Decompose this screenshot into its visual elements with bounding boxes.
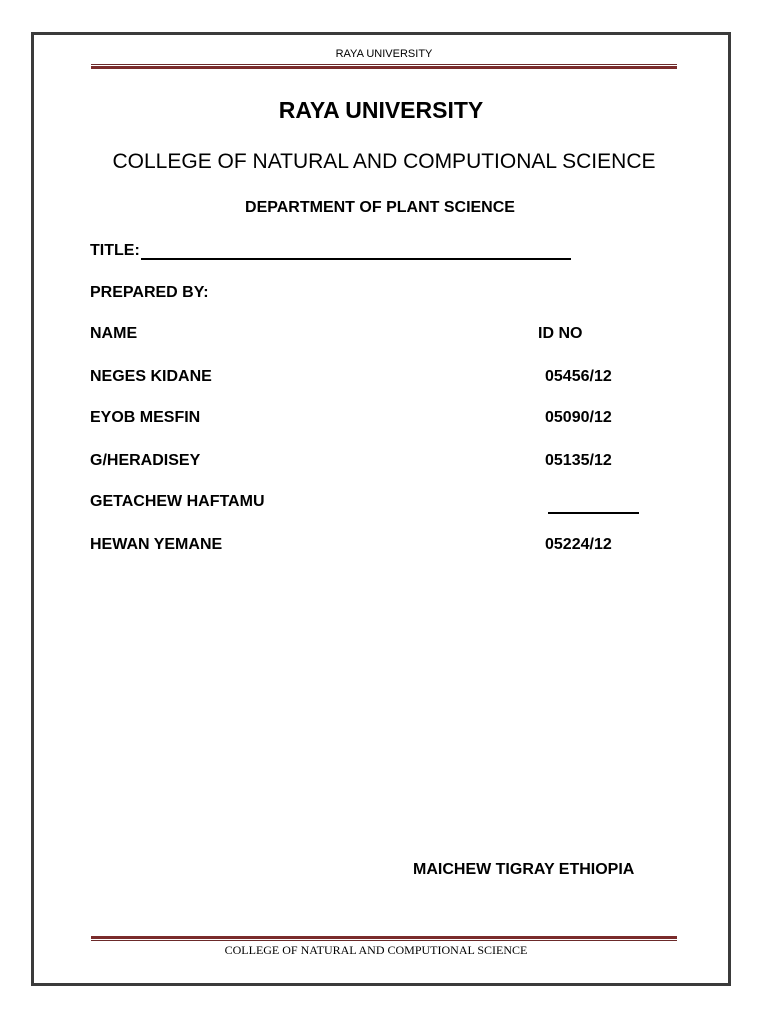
member-name: NEGES KIDANE	[90, 368, 212, 385]
member-name: HEWAN YEMANE	[90, 536, 223, 553]
footer-rule	[91, 936, 677, 941]
university-name: RAYA UNIVERSITY	[278, 97, 484, 123]
location-text: MAICHEW TIGRAY ETHIOPIA	[413, 861, 635, 878]
name-column-header: NAME	[90, 325, 138, 342]
header-rule	[91, 64, 677, 69]
college-name: COLLEGE OF NATURAL AND COMPUTIONAL SCIENCE	[112, 150, 656, 173]
title-label: TITLE:	[90, 242, 140, 259]
department-name: DEPARTMENT OF PLANT SCIENCE	[245, 199, 515, 216]
member-id: 05135/12	[545, 452, 612, 469]
header-running-title: RAYA UNIVERSITY	[335, 48, 433, 60]
member-name: EYOB MESFIN	[90, 409, 201, 426]
member-id-blank	[548, 512, 639, 514]
member-id: 05224/12	[545, 536, 612, 553]
footer-running-title: COLLEGE OF NATURAL AND COMPUTIONAL SCIENCE	[224, 943, 528, 957]
member-name: GETACHEW HAFTAMU	[90, 493, 265, 510]
member-id: 05456/12	[545, 368, 612, 385]
title-blank	[141, 241, 571, 260]
member-name: G/HERADISEY	[90, 452, 201, 469]
member-id: 05090/12	[545, 409, 612, 426]
prepared-by-label: PREPARED BY:	[90, 284, 209, 301]
id-column-header: ID NO	[538, 325, 583, 342]
title-line	[90, 241, 571, 260]
